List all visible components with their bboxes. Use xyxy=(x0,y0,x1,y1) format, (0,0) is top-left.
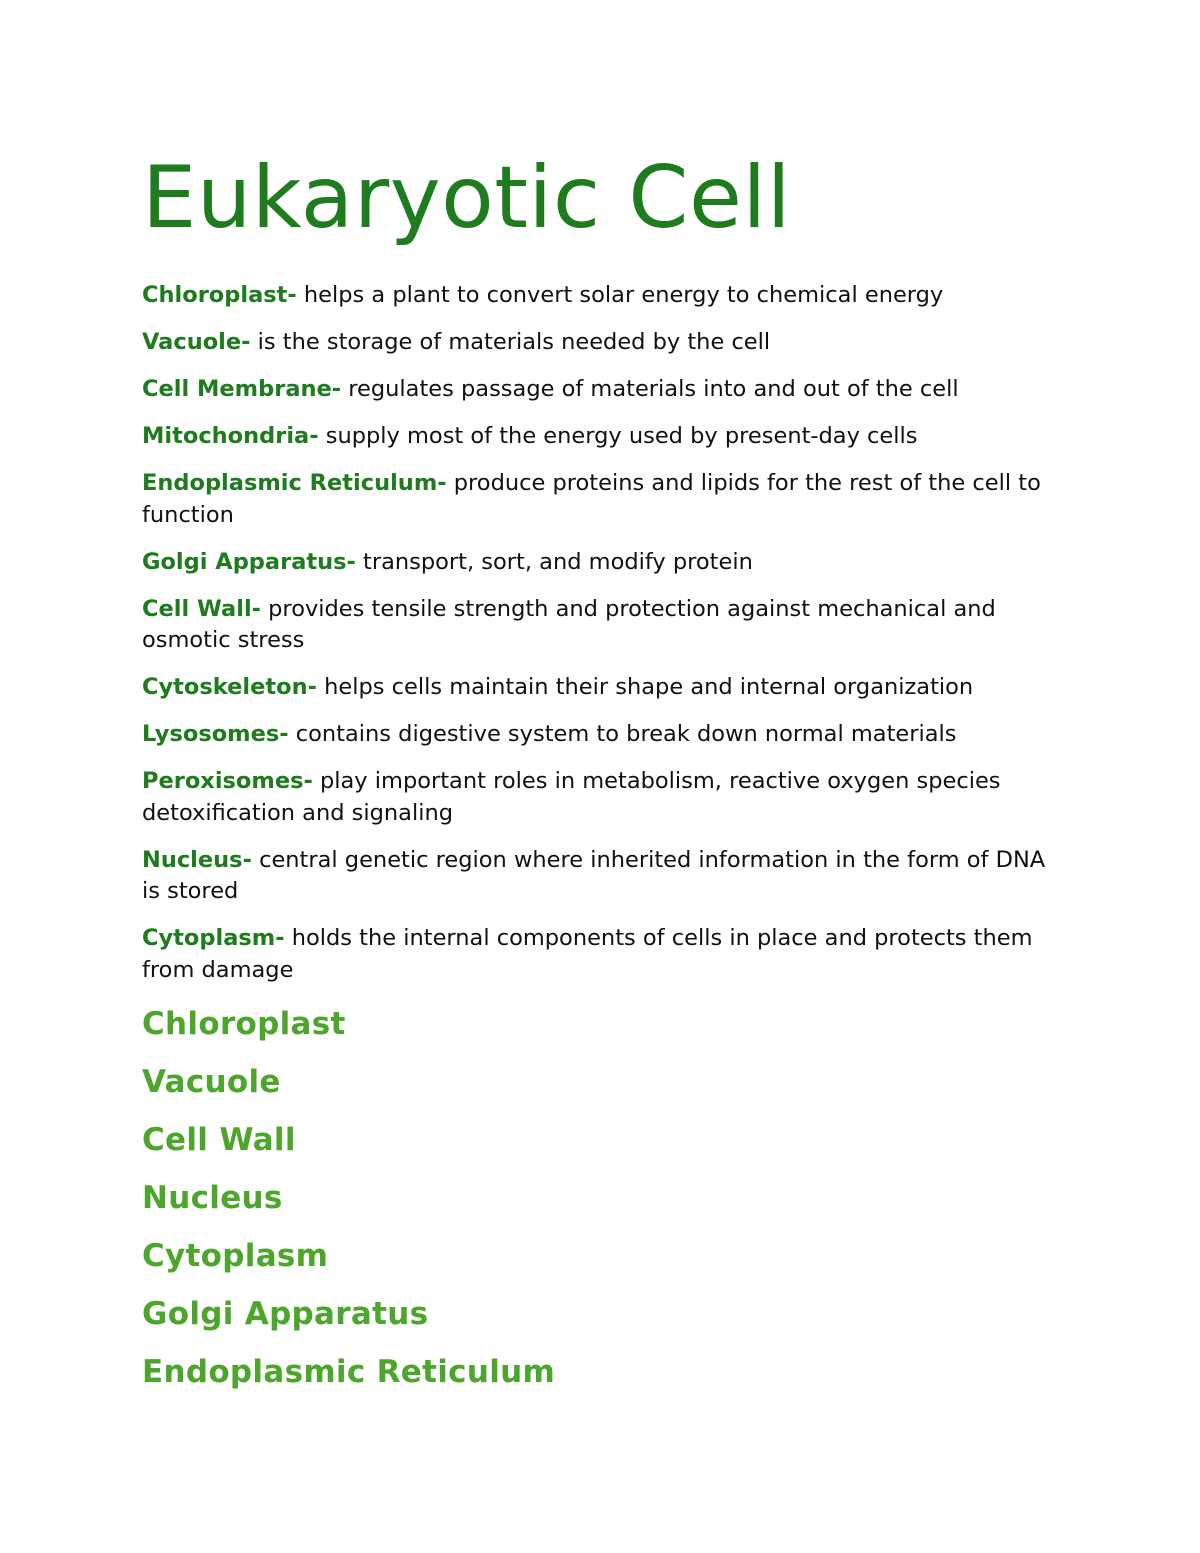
definition-text: central genetic region where inherited information in the form of DNA is stored xyxy=(142,846,1046,904)
document-page xyxy=(142,148,1062,1410)
definition-term: Lysosomes- xyxy=(142,721,289,747)
definition-item xyxy=(142,374,1062,406)
definition-item xyxy=(142,280,1062,312)
definition-text: holds the internal components of cells in place and protects them from damage xyxy=(142,925,1033,983)
definition-item xyxy=(142,923,1062,986)
definition-item xyxy=(142,845,1062,908)
definition-term: Nucleus- xyxy=(142,846,252,873)
definition-term: Peroxisomes- xyxy=(142,768,313,794)
definition-term: Cell Membrane- xyxy=(142,376,342,402)
section-heading: Chloroplast xyxy=(142,1006,346,1042)
definition-item xyxy=(142,547,1062,579)
definition-text: contains digestive system to break down normal materials xyxy=(288,721,957,747)
definition-text: supply most of the energy used by present-day cells xyxy=(318,423,918,449)
definition-term: Cytoskeleton- xyxy=(142,674,317,700)
section-heading: Golgi Apparatus xyxy=(142,1296,429,1332)
section-heading: Nucleus xyxy=(142,1180,283,1216)
definition-text: is the storage of materials needed by the cell xyxy=(250,329,771,355)
definition-item xyxy=(142,719,1062,751)
definition-text: helps a plant to convert solar energy to chemical energy xyxy=(296,282,944,308)
definition-term: Cytoplasm- xyxy=(142,925,285,951)
headings-list xyxy=(142,1004,1062,1392)
section-heading: Endoplasmic Reticulum xyxy=(142,1354,556,1390)
page-title: Eukaryotic Cell xyxy=(142,148,792,248)
definition-text: produce proteins and lipids for the rest of the cell to function xyxy=(142,470,1041,528)
definition-text: play important roles in metabolism, reactive oxygen species detoxification and signaling xyxy=(142,768,1001,826)
definition-item xyxy=(142,327,1062,359)
definition-item xyxy=(142,594,1062,657)
definition-text: transport, sort, and modify protein xyxy=(355,548,753,575)
definition-text: regulates passage of materials into and out of the cell xyxy=(341,376,959,402)
definition-term: Vacuole- xyxy=(142,329,251,355)
definition-term: Mitochondria- xyxy=(142,423,319,449)
definition-term: Endoplasmic Reticulum- xyxy=(142,470,447,496)
definition-term: Golgi Apparatus- xyxy=(142,548,356,575)
section-heading: Cell Wall xyxy=(142,1122,296,1158)
definition-term: Cell Wall- xyxy=(142,595,261,622)
definition-text: helps cells maintain their shape and internal organization xyxy=(316,674,974,700)
definition-item xyxy=(142,766,1062,829)
definition-item xyxy=(142,468,1062,531)
definition-text: provides tensile strength and protection against mechanical and osmotic stress xyxy=(142,595,996,653)
definition-term: Chloroplast- xyxy=(142,282,297,308)
definition-item xyxy=(142,672,1062,704)
section-heading: Vacuole xyxy=(142,1064,281,1100)
definitions-list xyxy=(142,280,1062,986)
definition-item xyxy=(142,421,1062,453)
section-heading: Cytoplasm xyxy=(142,1238,329,1274)
